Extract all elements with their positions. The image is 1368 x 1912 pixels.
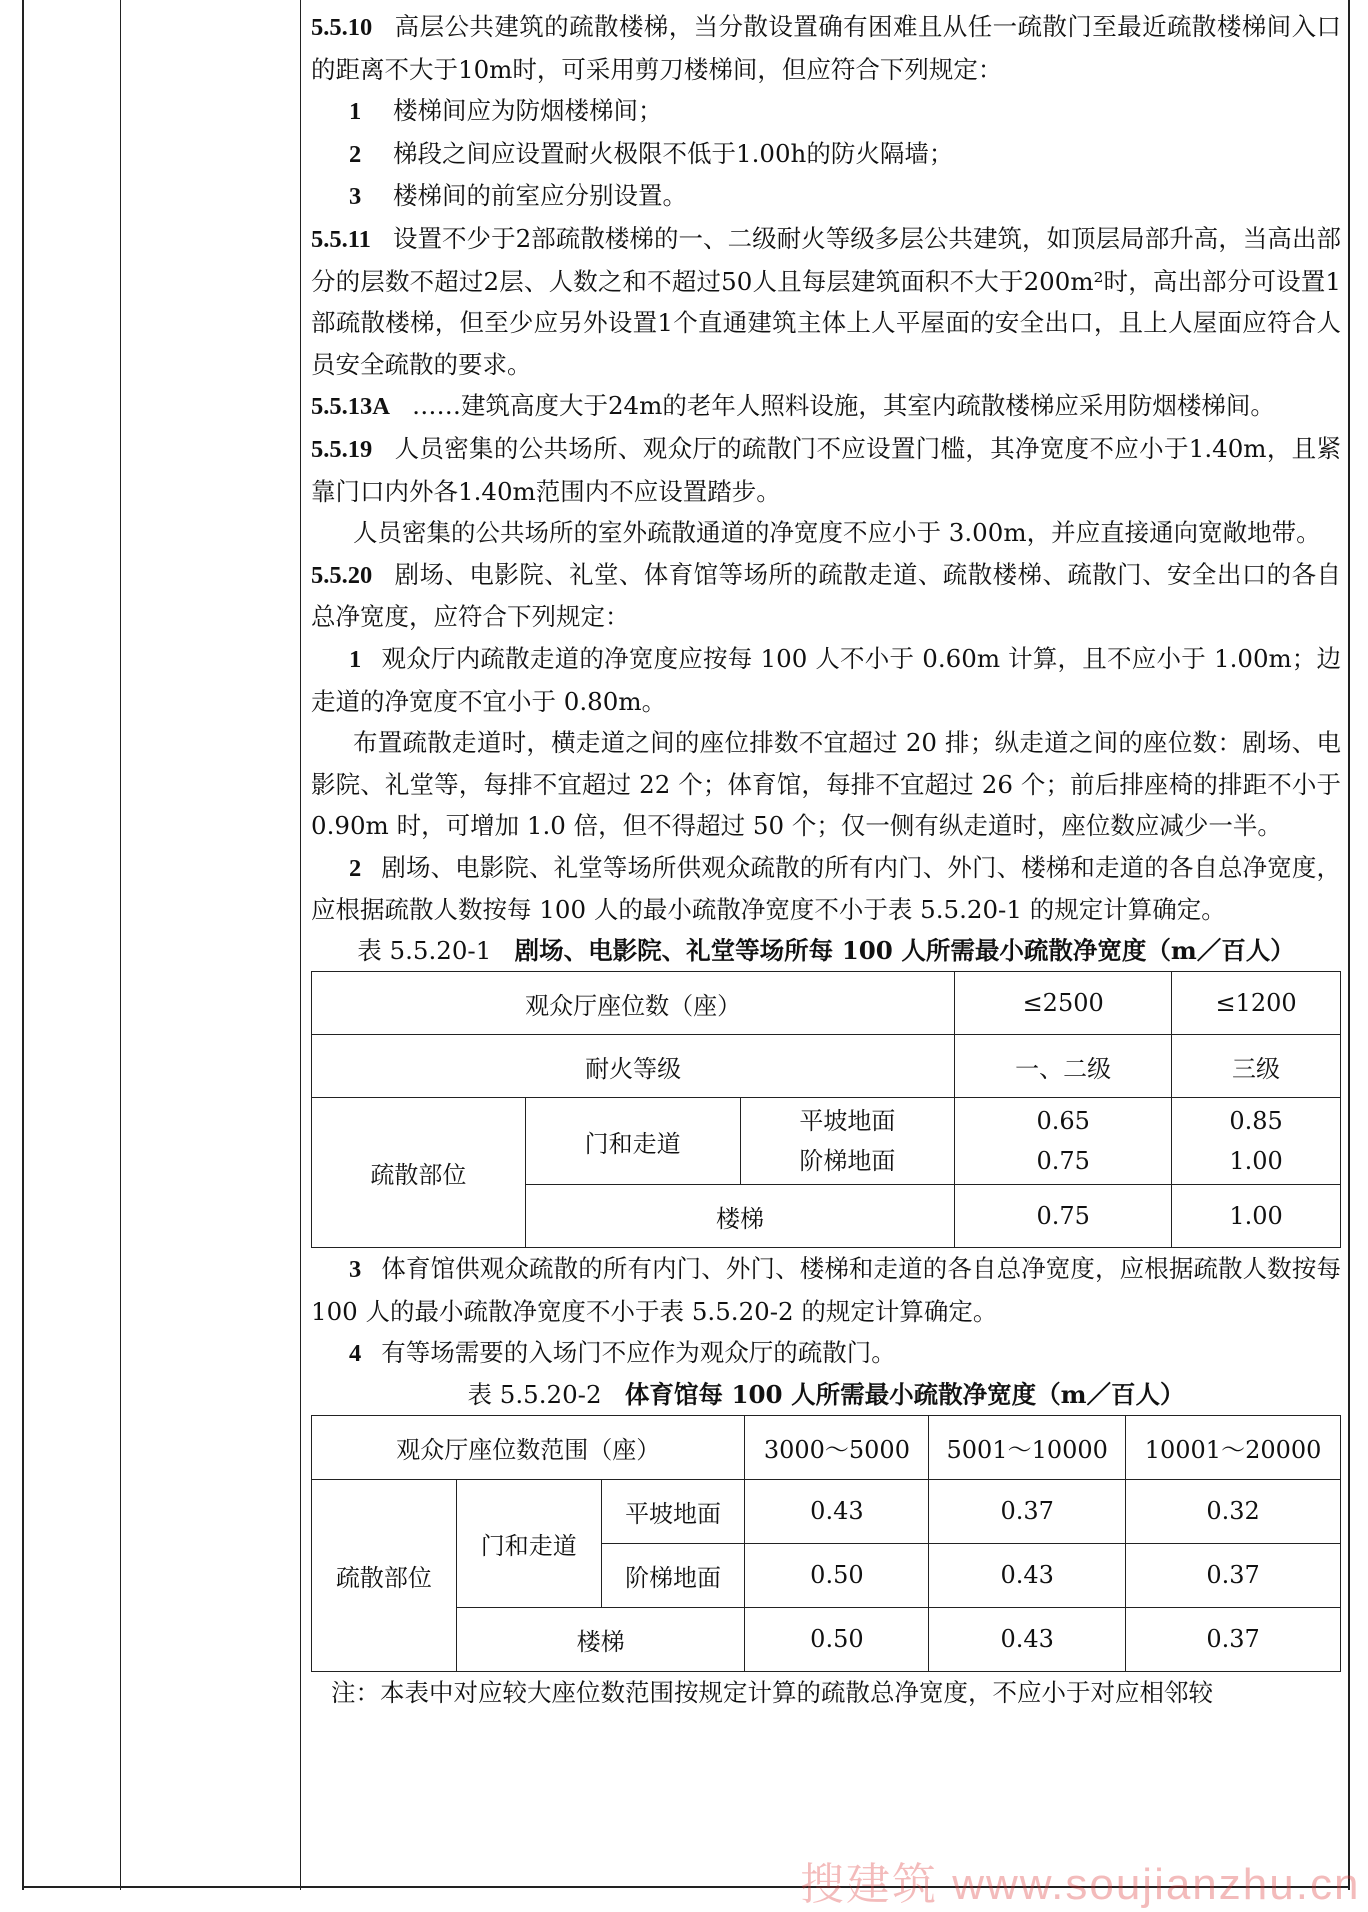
list-item: [311, 638, 1341, 722]
clause-paragraph: 人员密集的公共场所的室外疏散通道的净宽度不应小于 3.00m，并应直接通向宽敞地带。: [353, 518, 1321, 548]
table-cell: 3000～5000: [745, 1415, 929, 1479]
table-header-cell: 楼梯: [456, 1607, 745, 1671]
table-cell: 0.75: [955, 1185, 1172, 1248]
table-cell: [955, 1098, 1172, 1185]
column-divider-2: [300, 0, 301, 1890]
table-cell: 0.50: [745, 1607, 929, 1671]
item-text: 梯段之间应设置耐火极限不低于1.00h的防火隔墙；: [393, 138, 954, 168]
table-value: 0.85: [1229, 1107, 1283, 1136]
table-row: [312, 1035, 1341, 1098]
table-caption: [311, 931, 1341, 971]
table-header-cell: 疏散部位: [312, 1479, 457, 1671]
list-item: [311, 847, 1341, 931]
table-cell: 0.43: [929, 1543, 1126, 1607]
clause-number: 5.5.19: [311, 435, 373, 463]
item-index: 2: [349, 140, 362, 168]
clause-number: 5.5.10: [311, 14, 373, 41]
table-cell: 0.43: [745, 1479, 929, 1543]
table-cell: 10001～20000: [1126, 1415, 1341, 1479]
item-index: 2: [349, 854, 362, 882]
item-index: 3: [349, 1256, 362, 1284]
table-header-cell: [740, 1098, 955, 1185]
clause-text: 高层公共建筑的疏散楼梯，当分散设置确有困难且从任一疏散门至最近疏散楼梯间入口的距离不大于10m时，可采用剪刀楼梯间，但应符合下列规定：: [311, 12, 1341, 84]
clause-5-5-20: [311, 554, 1341, 638]
table-cell: 0.37: [1126, 1607, 1341, 1671]
clause-5-5-11: [311, 218, 1341, 385]
table-row: [312, 1479, 1341, 1543]
table-header-cell: 阶梯地面: [601, 1543, 745, 1607]
table-header-cell: 门和走道: [456, 1479, 601, 1607]
table-cell: ≤1200: [1172, 972, 1341, 1035]
table-caption: [311, 1375, 1341, 1415]
table-cell: 0.37: [1126, 1543, 1341, 1607]
table-cell: 一、二级: [955, 1035, 1172, 1098]
item-text: 观众厅内疏散走道的净宽度应按每 100 人不小于 0.60m 计算，且不应小于 1.00m；边走道的净宽度不宜小于 0.80m。: [311, 643, 1341, 716]
table-cell: 0.32: [1126, 1479, 1341, 1543]
clause-text: 设置不少于2部疏散楼梯的一、二级耐火等级多层公共建筑，如顶层局部升高，当高出部分的层数不超过2层、人数之和不超过50人且每层建筑面积不大于200m²时，高出部分可设置1部疏散楼梯，但至少应另外设置1个直通建筑主体上人平屋面的安全出口，且上人屋面应符合人员安全疏散的要求。: [311, 223, 1341, 379]
table-cell: 0.50: [745, 1543, 929, 1607]
table-5-5-20-1: [311, 971, 1341, 1248]
list-item: [311, 133, 1341, 176]
table-header-cell: 门和走道: [525, 1098, 740, 1185]
table-label: 阶梯地面: [799, 1147, 896, 1176]
table-cell: 1.00: [1172, 1185, 1341, 1248]
table-5-5-20-2: [311, 1415, 1341, 1672]
table-number: 表 5.5.20-1: [357, 936, 492, 966]
item-text: 体育馆供观众疏散的所有内门、外门、楼梯和走道的各自总净宽度，应根据疏散人数按每 100 人的最小疏散净宽度不小于表 5.5.20-2 的规定计算确定。: [311, 1254, 1341, 1326]
item-index: 3: [349, 183, 362, 211]
table-header-cell: 楼梯: [525, 1185, 955, 1248]
table-cell: 三级: [1172, 1035, 1341, 1098]
clause-text: ……建筑高度大于24m的老年人照料设施，其室内疏散楼梯应采用防烟楼梯间。: [411, 391, 1275, 421]
table-header-cell: 耐火等级: [312, 1035, 955, 1098]
table-cell: ≤2500: [955, 972, 1172, 1035]
column-divider-1: [120, 0, 121, 1890]
item-index: 1: [349, 98, 362, 126]
table-header-cell: 平坡地面: [601, 1479, 745, 1543]
clause-text: 人员密集的公共场所、观众厅的疏散门不应设置门槛，其净宽度不应小于1.40m，且紧靠门口内外各1.40m范围内不应设置踏步。: [311, 433, 1341, 506]
clause-5-5-19: [311, 428, 1341, 512]
table-header-cell: 观众厅座位数（座）: [312, 972, 955, 1035]
clause-5-5-10: [311, 6, 1341, 90]
table-value: 0.65: [1036, 1107, 1090, 1136]
list-item: [311, 175, 1341, 218]
table-note: 注：本表中对应较大座位数范围按规定计算的疏散总净宽度，不应小于对应相邻较: [331, 1677, 1213, 1707]
item-text: 楼梯间的前室应分别设置。: [393, 181, 687, 211]
item-text: 楼梯间应为防烟楼梯间；: [393, 96, 663, 126]
table-title: 剧场、电影院、礼堂等场所每 100 人所需最小疏散净宽度（m／百人）: [514, 936, 1295, 966]
clause-paragraph: 布置疏散走道时，横走道之间的座位排数不宜超过 20 排；纵走道之间的座位数：剧场、电影院、礼堂等，每排不宜超过 22 个；体育馆，每排不宜超过 26 个；前后排座椅的排距不小于 0.90m 时，可增加 1.0 倍，但不得超过 50 个；仅一侧有纵走道时，座位数应减少一半。: [311, 728, 1341, 841]
table-label: 平坡地面: [799, 1107, 896, 1136]
clause-number: 5.5.20: [311, 561, 373, 589]
item-text: 剧场、电影院、礼堂等场所供观众疏散的所有内门、外门、楼梯和走道的各自总净宽度，应根据疏散人数按每 100 人的最小疏散净宽度不小于表 5.5.20-1 的规定计算确定。: [311, 852, 1341, 925]
table-row: [312, 1098, 1341, 1185]
table-row: [312, 1415, 1341, 1479]
clause-number: 5.5.13A: [311, 393, 390, 421]
item-text: 有等场需要的入场门不应作为观众厅的疏散门。: [381, 1338, 896, 1368]
document-content: [311, 6, 1341, 1713]
list-item: [311, 1248, 1341, 1332]
table-title: 体育馆每 100 人所需最小疏散净宽度（m／百人）: [624, 1379, 1185, 1409]
clause-5-5-13a: [311, 385, 1341, 428]
table-row: [312, 972, 1341, 1035]
table-cell: 5001～10000: [929, 1415, 1126, 1479]
clause-text: 剧场、电影院、礼堂、体育馆等场所的疏散走道、疏散楼梯、疏散门、安全出口的各自总净宽度，应符合下列规定：: [311, 559, 1341, 632]
table-number: 表 5.5.20-2: [467, 1379, 602, 1409]
watermark: 搜建筑 www.soujianzhu.cn: [800, 1860, 1361, 1909]
table-header-cell: 观众厅座位数范围（座）: [312, 1415, 745, 1479]
table-cell: 0.43: [929, 1607, 1126, 1671]
table-value: 1.00: [1229, 1147, 1283, 1176]
list-item: [311, 90, 1341, 133]
table-value: 0.75: [1036, 1147, 1090, 1176]
item-index: 4: [349, 1340, 362, 1368]
table-header-cell: 疏散部位: [312, 1098, 526, 1248]
item-index: 1: [349, 645, 362, 673]
clause-number: 5.5.11: [311, 225, 371, 253]
table-cell: [1172, 1098, 1341, 1185]
table-row: [312, 1607, 1341, 1671]
list-item: [311, 1332, 1341, 1375]
table-cell: 0.37: [929, 1479, 1126, 1543]
